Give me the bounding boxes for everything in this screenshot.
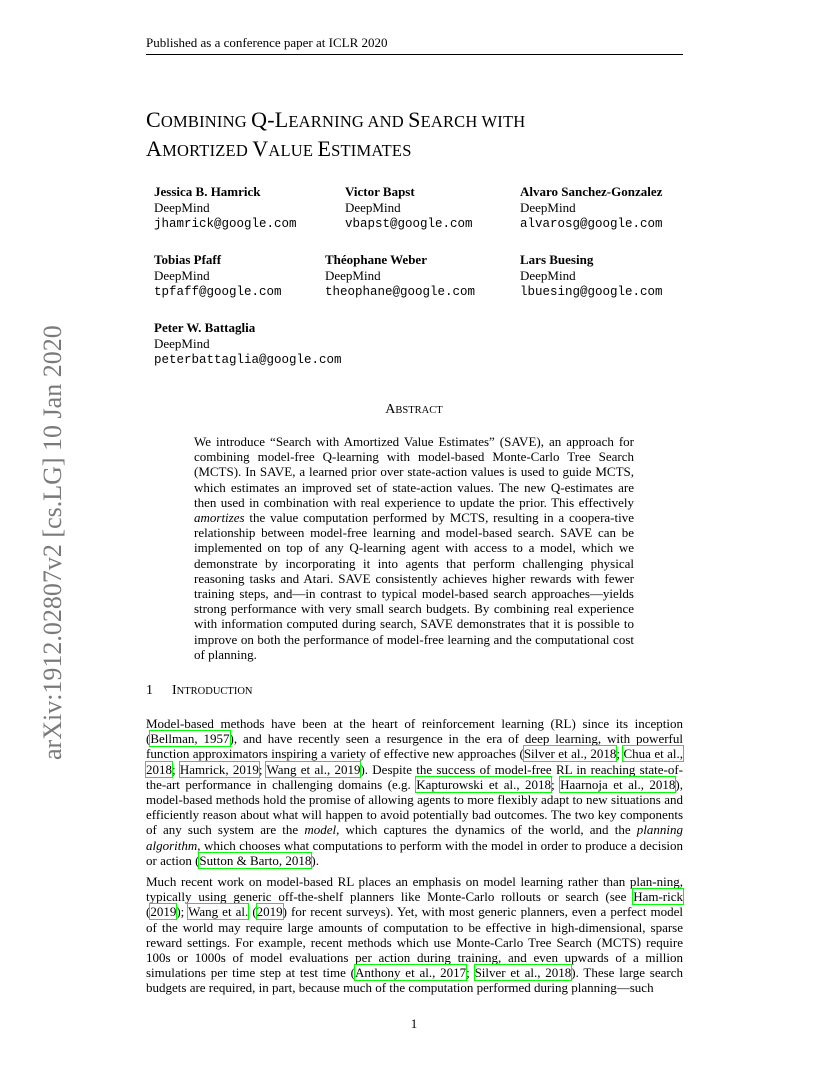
emphasis: planning algorithm <box>146 822 683 853</box>
author-email[interactable]: peterbattaglia@google.com <box>154 353 342 367</box>
emphasis: amortizes <box>194 510 245 526</box>
author-block <box>154 320 342 368</box>
author-name: Peter W. Battaglia <box>154 320 256 335</box>
author-name: Théophane Weber <box>325 252 427 267</box>
emphasis: model <box>304 822 337 838</box>
citation-link[interactable]: Silver et al., 2018 <box>523 746 617 762</box>
author-email[interactable]: lbuesing@google.com <box>520 285 663 299</box>
citation-link[interactable]: Haarnoja et al., 2018 <box>560 776 676 792</box>
page-number: 1 <box>410 1016 418 1031</box>
author-email[interactable]: theophane@google.com <box>325 285 476 299</box>
author-name: Tobias Pfaff <box>154 252 222 267</box>
paper-title <box>146 106 525 164</box>
citation-link[interactable]: Sutton & Barto, 2018 <box>199 852 312 868</box>
author-name: Victor Bapst <box>345 184 415 199</box>
citation-link[interactable]: 2019 <box>150 904 177 920</box>
author-email[interactable]: tpfaff@google.com <box>154 285 282 299</box>
author-email[interactable]: jhamrick@google.com <box>154 217 297 231</box>
paragraph-1: Model-based methods have been at the heart of reinforcement learning (RL) since its inception (Bellman, 1957), and have recently seen a resurgence in the era of deep learning, with powerful function approximators inspiring a variety of effective new approaches (Silver et al., 2018; Chua et al., 2018; Hamrick, 2019; Wang et al., 2019). Despite the success of model-free RL in reaching state-of-the-art performance in challenging domains (e.g. Kapturowski et al., 2018; Haarnoja et al., 2018), model-based methods hold the promise of allowing agents to more flexibly adapt to new situations and efficiently reason about what will happen to avoid potentially bad outcomes. The two key components of any such system are the model, which captures the dynamics of the world, and the planning algorithm, which chooses what computations to perform with the model in order to produce a decision or action (Sutton & Barto, 2018). <box>146 716 684 868</box>
author-name: Lars Buesing <box>520 252 594 267</box>
author-affiliation: DeepMind <box>154 336 210 351</box>
abstract-text: We introduce “Search with Amortized Value Estimates” (SAVE), an approach for combining model-free Q-learning with model-based Monte-Carlo Tree Search (MCTS). In SAVE, a learned prior over state-action values is used to guide MCTS, which estimates an improved set of state-action values. The new Q-estimates are then used in combination with real experience to update the prior. This effectively amortizes the value computation performed by MCTS, resulting in a coopera-tive relationship between model-free learning and model-based search. SAVE can be implemented on top of any Q-learning agent with access to a model, which we demonstrate by incorporating it into agents that perform challenging physical reasoning tasks and Atari. SAVE consistently achieves higher rewards with fewer training steps, and—in contrast to typical model-based search approaches—yields strong performance with very small search budgets. By combining real experience with information computed during search, SAVE demonstrates that it is possible to improve on both the performance of model-free learning and the computational cost of planning. <box>194 434 634 662</box>
running-header: Published as a conference paper at ICLR 2020 <box>146 35 388 50</box>
citation-link[interactable]: Bellman, 1957 <box>150 731 230 747</box>
citation-link[interactable]: Kapturowski et al., 2018 <box>416 776 552 792</box>
citation-link[interactable]: 2019 <box>256 904 283 920</box>
citation-link[interactable]: Anthony et al., 2017 <box>355 965 467 981</box>
citation-link[interactable]: Hamrick, 2019 <box>179 761 259 777</box>
author-name: Alvaro Sanchez-Gonzalez <box>520 184 663 199</box>
title-line-2: AMORTIZED VALUE ESTIMATES <box>146 136 412 161</box>
author-block <box>154 252 282 300</box>
author-block <box>154 184 297 232</box>
author-name: Jessica B. Hamrick <box>154 184 261 199</box>
author-affiliation: DeepMind <box>520 268 576 283</box>
author-affiliation: DeepMind <box>520 200 576 215</box>
arxiv-stamp: arXiv:1912.02807v2 [cs.LG] 10 Jan 2020 <box>38 325 67 760</box>
abstract-heading: ABSTRACT <box>385 402 443 417</box>
author-affiliation: DeepMind <box>325 268 381 283</box>
author-email[interactable]: vbapst@google.com <box>345 217 473 231</box>
author-affiliation: DeepMind <box>154 200 210 215</box>
author-block <box>520 252 663 300</box>
citation-link[interactable]: Ham-rick <box>633 889 683 905</box>
citation-link[interactable]: Chua et al., 2018 <box>146 746 683 777</box>
author-affiliation: DeepMind <box>154 268 210 283</box>
author-block <box>520 184 663 232</box>
author-affiliation: DeepMind <box>345 200 401 215</box>
citation-link[interactable]: Wang et al., 2019 <box>266 761 361 777</box>
section-heading: 1 INTRODUCTION <box>146 683 253 698</box>
paragraph-2: Much recent work on model-based RL places an emphasis on model learning rather than plan-ning, typically using generic off-the-shelf planners like Monte-Carlo rollouts or search (see Ham-rick (2019); Wang et al. (2019) for recent surveys). Yet, with most generic planners, even a perfect model of the world may require large amounts of computation to be effective in high-dimensional, sparse reward settings. For example, recent methods which use Monte-Carlo Tree Search (MCTS) require 100s or 1000s of model evaluations per action during training, and even upwards of a million simulations per time step at test time (Anthony et al., 2017; Silver et al., 2018). These large search budgets are required, in part, because much of the computation performed during planning—such <box>146 874 683 996</box>
author-block <box>325 252 475 300</box>
citation-link[interactable]: Wang et al. <box>188 904 249 920</box>
title-line-1: COMBINING Q-LEARNING AND SEARCH WITH <box>146 107 526 132</box>
author-block <box>345 184 473 232</box>
header-rule <box>146 54 683 55</box>
author-email[interactable]: alvarosg@google.com <box>520 217 663 231</box>
citation-link[interactable]: Silver et al., 2018 <box>474 965 572 981</box>
